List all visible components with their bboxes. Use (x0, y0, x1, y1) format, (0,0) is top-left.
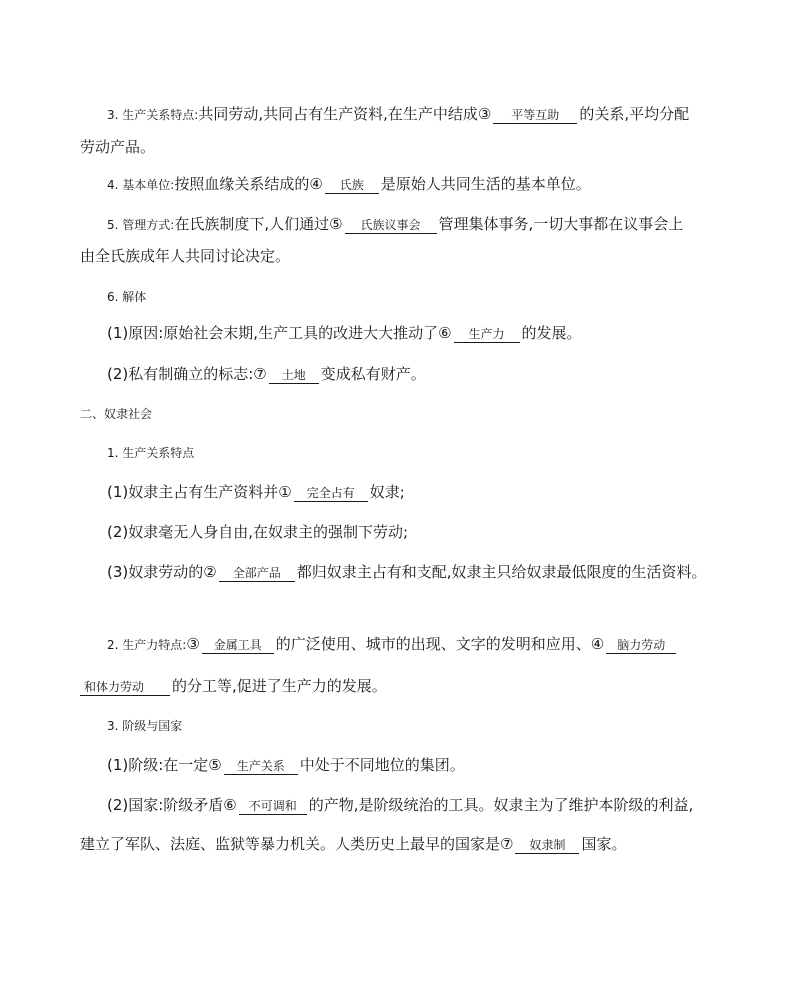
s2-item2-text-b: 的广泛使用、城市的出现、文字的发明和应用、④ (275, 635, 605, 653)
answer-blank-2: 全部产品 (219, 565, 295, 582)
s2-item1-sub1-text-b: 奴隶; (369, 483, 405, 501)
s1-item6-label: 6. 解体 (107, 290, 147, 304)
answer-blank-3b: 金属工具 (202, 637, 274, 654)
s1-item5-line2 (80, 246, 290, 266)
s2-item1-sub3-text-a: (3)奴隶劳动的② (107, 563, 217, 581)
s2-item1-label: 1. 生产关系特点 (107, 446, 195, 460)
answer-blank-4b-part1: 脑力劳动 (606, 637, 676, 654)
s2-item3-sub2-text-b: 的产物,是阶级统治的工具。奴隶主为了维护本阶级的利益, (308, 796, 694, 814)
answer-blank-5: 氏族议事会 (345, 217, 437, 234)
section2-heading-text: 二、奴隶社会 (80, 407, 153, 421)
answer-blank-7b: 奴隶制 (515, 837, 579, 854)
s2-item3-sub2-text-c: 建立了军队、法庭、监狱等暴力机关。人类历史上最早的国家是⑦ (80, 835, 514, 853)
s2-item1-sub2-text-a: (2)奴隶毫无人身自由,在奴隶主的强制下劳动; (107, 523, 409, 541)
s1-item4-label: 4. 基本单位: (107, 178, 175, 192)
answer-blank-5b: 生产关系 (224, 758, 298, 775)
answer-blank-6: 生产力 (454, 326, 520, 343)
section2-heading (80, 403, 152, 424)
s2-item1-sub3-text-b: 都归奴隶主占有和支配,奴隶主只给奴隶最低限度的生活资料。 (296, 563, 707, 581)
s1-item3-line2 (80, 137, 155, 157)
s1-item3-label: 3. 生产关系特点: (107, 108, 199, 122)
s1-item6-sub1-text-a: (1)原因:原始社会末期,生产工具的改进大大推动了⑥ (107, 324, 452, 342)
s1-item3-text-b: 的关系,平均分配 (579, 105, 690, 123)
s2-item2-line1 (107, 634, 678, 655)
answer-blank-3: 平等互助 (493, 107, 577, 124)
s2-item2-text-c: 的分工等,促进了生产力的发展。 (172, 677, 387, 695)
s1-item5-line1 (107, 214, 683, 235)
s2-item3-sub2-text-a: (2)国家:阶级矛盾⑥ (107, 796, 237, 814)
answer-blank-1: 完全占有 (294, 485, 368, 502)
answer-blank-4: 氏族 (325, 177, 379, 194)
s1-item6-sub1 (107, 323, 582, 343)
s1-item5-text-a: 在氏族制度下,人们通过⑤ (174, 215, 343, 233)
s1-item3-text-c: 劳动产品。 (80, 138, 156, 156)
s2-item3-sub2-line2 (80, 834, 626, 854)
s2-item3-sub1-text-b: 中处于不同地位的集团。 (299, 756, 465, 774)
s1-item6-sub2 (107, 364, 426, 384)
s2-item3-sub1 (107, 755, 465, 775)
s1-item3-text-a: 共同劳动,共同占有生产资料,在生产中结成③ (198, 105, 492, 123)
s1-item3-line1 (107, 104, 689, 125)
s1-item4-line (107, 174, 591, 195)
s2-item1-sub1 (107, 482, 405, 502)
s1-item5-text-b: 管理集体事务,一切大事都在议事会上 (438, 215, 684, 233)
s2-item2-line2 (80, 676, 387, 696)
s2-item3-sub2-text-d: 国家。 (581, 835, 627, 853)
s1-item6-sub2-text-a: (2)私有制确立的标志:⑦ (107, 365, 267, 383)
s2-item3-sub2-line1 (107, 795, 693, 815)
s2-item1-sub3 (107, 562, 706, 582)
s2-item1-sub1-text-a: (1)奴隶主占有生产资料并① (107, 483, 292, 501)
s2-item2-text-a: ③ (186, 635, 200, 653)
answer-blank-4b-part2: 和体力劳动 (80, 679, 170, 696)
s1-item6-heading (107, 286, 146, 307)
s2-item3-sub1-text-a: (1)阶级:在一定⑤ (107, 756, 222, 774)
s2-item3-heading (107, 715, 182, 736)
s1-item5-label: 5. 管理方式: (107, 218, 175, 232)
s2-item2-label: 2. 生产力特点: (107, 638, 187, 652)
s1-item6-sub2-text-b: 变成私有财产。 (320, 365, 426, 383)
s2-item1-heading (107, 442, 194, 463)
answer-blank-7: 土地 (269, 367, 319, 384)
s1-item6-sub1-text-b: 的发展。 (521, 324, 582, 342)
s1-item4-text-a: 按照血缘关系结成的④ (174, 175, 323, 193)
s1-item5-text-c: 由全氏族成年人共同讨论决定。 (80, 247, 291, 265)
s2-item1-sub2 (107, 522, 408, 542)
s2-item3-label: 3. 阶级与国家 (107, 719, 183, 733)
answer-blank-6b: 不可调和 (239, 798, 307, 815)
s1-item4-text-b: 是原始人共同生活的基本单位。 (380, 175, 591, 193)
